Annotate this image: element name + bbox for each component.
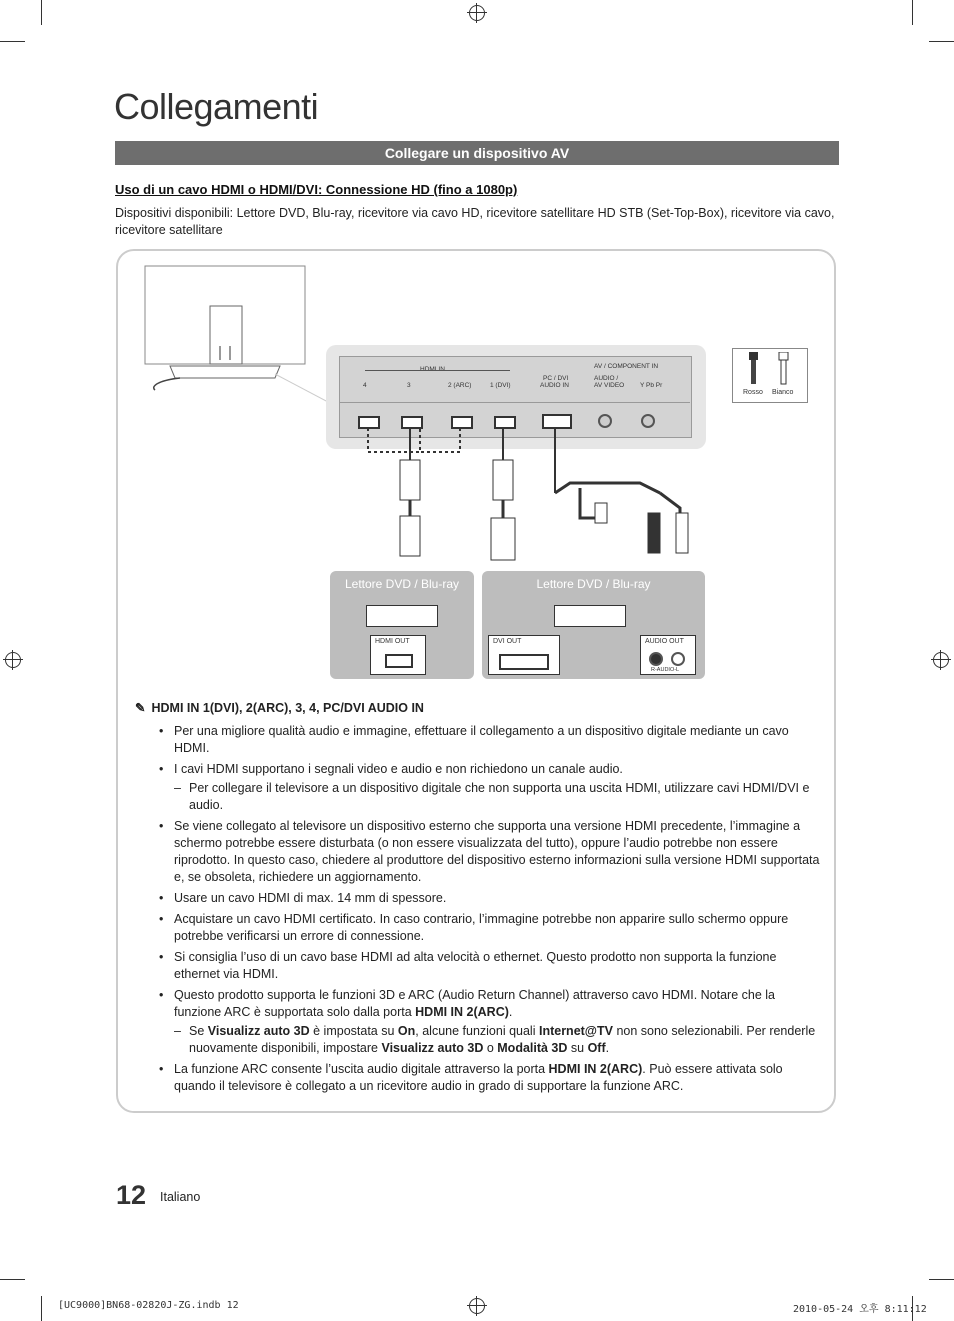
device-left-box: [330, 571, 474, 679]
intro-text: Dispositivi disponibili: Lettore DVD, Blu-ray, ricevitore via cavo HD, ricevitore satellitare HD STB (Set-Top-Box), ricevitore via cavo, ricevitore satellitare: [115, 206, 835, 237]
sub-text: .: [605, 1041, 610, 1055]
pc-dvi-port: [542, 414, 572, 429]
list-item-bold: HDMI IN 2(ARC): [548, 1062, 643, 1076]
pc-dvi-label: PC / DVI: [543, 375, 569, 382]
hdmi-out-port: [385, 654, 413, 668]
list-item-text: Si consiglia l’uso di un cavo base HDMI ad alta velocità o ethernet. Questo prodotto non supporta la funzione ethernet via HDMI.: [174, 950, 777, 981]
language-label: Italiano: [160, 1190, 201, 1204]
port-label-1-dvi: 1 (DVI): [490, 382, 511, 389]
audio-out-white-jack: [671, 652, 685, 666]
legend-white: Bianco: [772, 389, 794, 396]
note-heading: [135, 700, 825, 717]
section-title: Collegare un dispositivo AV: [115, 141, 839, 165]
audio-out-red-jack: [649, 652, 663, 666]
r-audio-l-label: R-AUDIO-L: [651, 667, 680, 673]
sub-text: su: [567, 1041, 588, 1055]
registration-mark-icon: [5, 652, 21, 668]
print-timestamp: 2010-05-24 오후 8:11:12: [793, 1304, 927, 1315]
crop-mark: [929, 41, 954, 42]
ypbpr-label: Y Pb Pr: [640, 382, 663, 389]
audio-jack: [598, 414, 612, 428]
audio-label: AUDIO /: [594, 375, 619, 382]
av-component-label: AV / COMPONENT IN: [594, 363, 659, 370]
av-video-label: AV VIDEO: [594, 382, 625, 389]
file-info: [UC9000]BN68-02820J-ZG.indb 12: [58, 1300, 239, 1311]
list-item-text: Se viene collegato al televisore un dispositivo esterno che supporta una versione HDMI precedente, l’immagine a schermo potrebbe essere disturbata (o non essere visualizzata del tutto), oppure l’audio potrebbe non essere riprodotto. In questo caso, chiedere al produttore del dispositivo esterno informazioni sulla versione HDMI supportata e, se obsoleta, richiedere un aggiornamento.: [174, 819, 820, 884]
legend-red: Rosso: [743, 389, 763, 396]
crop-mark: [0, 1279, 25, 1280]
page-number: 12: [116, 1180, 147, 1210]
list-item: [159, 761, 825, 814]
dvi-out-box: [488, 635, 560, 675]
list-item-text: .: [508, 1005, 513, 1019]
sub-bold: On: [397, 1024, 416, 1038]
sub-bold: Visualizz auto 3D: [381, 1041, 484, 1055]
sub-bold: Visualizz auto 3D: [207, 1024, 310, 1038]
dvi-out-label: DVI OUT: [493, 638, 522, 645]
registration-mark-icon: [469, 5, 485, 21]
list-item-text: I cavi HDMI supportano i segnali video e audio e non richiedono un canale audio.: [174, 762, 623, 776]
crop-mark: [41, 1296, 42, 1321]
device-right-box: [482, 571, 705, 679]
sub-bold: Internet@TV: [538, 1024, 613, 1038]
crop-mark: [0, 41, 25, 42]
notes-list: [135, 723, 825, 1095]
notes-section: [135, 700, 825, 1099]
dvd-player-icon: [554, 605, 626, 627]
port-label-4: 4: [363, 382, 367, 389]
pencil-note-icon: ✎: [135, 701, 146, 715]
crop-mark: [912, 0, 913, 25]
rca-plug-icon: [745, 352, 795, 388]
device-left-label: Lettore DVD / Blu-ray: [344, 577, 460, 591]
cable-illustration: [340, 428, 720, 568]
list-item: [159, 987, 825, 1057]
list-item: [159, 723, 825, 757]
list-item-text: Per una migliore qualità audio e immagine, effettuare il collegamento a un dispositivo digitale mediante un cavo HDMI.: [174, 724, 789, 755]
registration-mark-icon: [933, 652, 949, 668]
port-label-3: 3: [407, 382, 411, 389]
page-title: Collegamenti: [114, 86, 319, 127]
crop-mark: [929, 1279, 954, 1280]
list-item: [159, 949, 825, 983]
list-item-text: La funzione ARC consente l’uscita audio digitale attraverso la porta: [174, 1062, 549, 1076]
component-jack: [641, 414, 655, 428]
list-item-text: . Può essere attivata solo quando il televisore è collegato a un ricevitore audio in grado di supportare la funzione ARC.: [174, 1062, 783, 1093]
list-item-text: Acquistare un cavo HDMI certificato. In caso contrario, l’immagine potrebbe non apparire sullo schermo oppure potrebbe verificarsi un errore di connessione.: [174, 912, 789, 943]
note-heading-text: HDMI IN 1(DVI), 2(ARC), 3, 4, PC/DVI AUDIO IN: [151, 701, 424, 715]
sub-text: non sono selezionabili. Per renderle nuovamente disponibili, impostare: [189, 1024, 816, 1055]
panel-divider: [340, 402, 690, 403]
device-right-label: Lettore DVD / Blu-ray: [536, 577, 651, 591]
list-item-text: Usare un cavo HDMI di max. 14 mm di spessore.: [174, 891, 447, 905]
hdmi-out-box: [370, 635, 426, 675]
list-item: [159, 911, 825, 945]
crop-mark: [41, 0, 42, 25]
list-item: [159, 890, 825, 907]
list-item-bold: HDMI IN 2(ARC): [415, 1005, 509, 1019]
list-item: [159, 1061, 825, 1095]
hdmi-bracket: [365, 370, 510, 371]
sub-item: [174, 1023, 825, 1057]
subheading: Uso di un cavo HDMI o HDMI/DVI: Connessione HD (fino a 1080p): [115, 182, 518, 197]
sub-text: è impostata su: [309, 1024, 398, 1038]
sub-text: o: [483, 1041, 498, 1055]
audio-out-label: AUDIO OUT: [645, 638, 684, 645]
sub-bold: Modalità 3D: [497, 1041, 568, 1055]
dvd-player-icon: [366, 605, 438, 627]
list-item-text: Questo prodotto supporta le funzioni 3D e ARC (Audio Return Channel) attraverso cavo HDMI. Notare che la funzione ARC è supportata solo dalla porta: [174, 988, 776, 1019]
port-label-2-arc: 2 (ARC): [448, 382, 472, 389]
audio-out-box: [640, 635, 696, 675]
tv-illustration: [140, 262, 340, 402]
audio-in-label: AUDIO IN: [540, 382, 569, 389]
hdmi-out-label: HDMI OUT: [375, 638, 410, 645]
registration-mark-icon: [469, 1298, 485, 1314]
list-item: [159, 818, 825, 886]
sub-bold: Off: [587, 1041, 606, 1055]
dvi-out-port: [499, 654, 549, 670]
sub-text: , alcune funzioni quali: [415, 1024, 539, 1038]
sub-item: – Per collegare il televisore a un dispositivo digitale che non supporta una uscita HDMI, utilizzare cavi HDMI/DVI e audio.: [174, 780, 825, 814]
sub-text: Se: [189, 1024, 208, 1038]
